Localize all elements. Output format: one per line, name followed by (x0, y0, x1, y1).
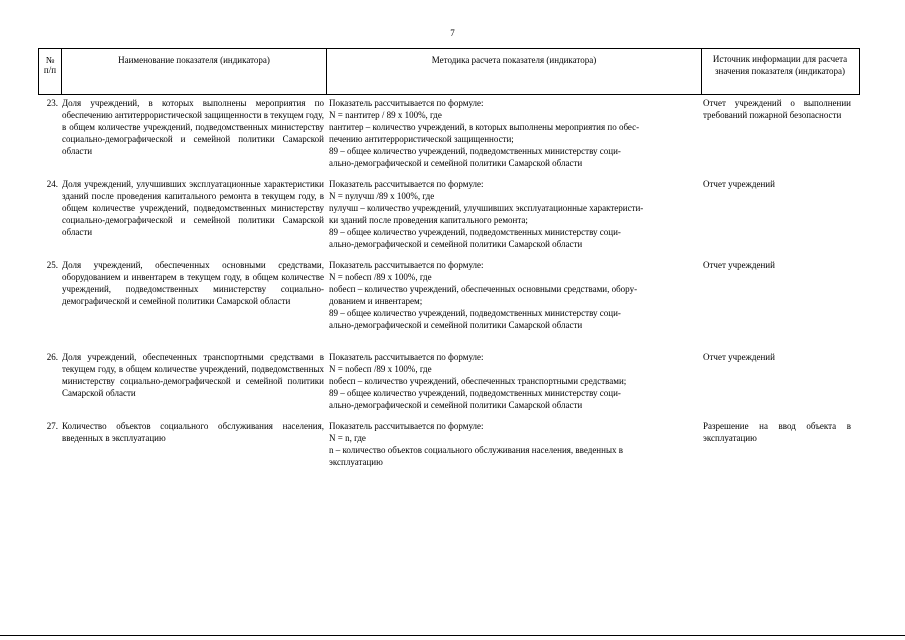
method-line: ально-демографической и семейной политики Самарской области (329, 400, 583, 410)
page-number: 7 (450, 28, 455, 38)
col-divider-3 (701, 48, 702, 95)
info-source: Отчет учреждений (703, 260, 775, 270)
method-line: ально-демографической и семейной политики Самарской области (329, 158, 583, 168)
method-line: ально-демографической и семейной политики Самарской области (329, 320, 583, 330)
method-line: N = nобесп /89 x 100%, где (329, 272, 432, 282)
calculation-method (329, 351, 697, 411)
method-line: nобесп – количество учреждений, обеспеченных основными средствами, обору- (329, 284, 638, 294)
indicator-name: Доля учреждений, обеспеченных основными средствами, оборудованием и инвентарем в текущем году, в общем количестве учреждений, подведомственных министерству социально-демографической и семейной политики Самарской области (62, 260, 324, 306)
info-source: Отчет учреждений о выполнении требований пожарной безопасности (703, 98, 851, 120)
indicator-name: Доля учреждений, улучшивших эксплуатационные характеристики зданий после проведения капитального ремонта в текущем году, в общем количестве учреждений, подведомственных министерству социально-демографической и семейной политики Самарской области (62, 179, 324, 237)
method-line: N = nулучш /89 x 100%, где (329, 191, 435, 201)
row-number: 24. (46, 179, 58, 189)
calculation-method (329, 178, 697, 250)
method-line: дованием и инвентарем; (329, 296, 423, 306)
method-line: ки зданий после проведения капитального ремонта; (329, 215, 528, 225)
method-line: 89 – общее количество учреждений, подведомственных министерству соци- (329, 146, 621, 156)
method-line: nобесп – количество учреждений, обеспеченных транспортными средствами; (329, 376, 627, 386)
table-left-border (38, 48, 39, 95)
method-line: ально-демографической и семейной политики Самарской области (329, 239, 583, 249)
row-number: 27. (46, 421, 58, 431)
row-number: 23. (46, 98, 58, 108)
indicator-name: Количество объектов социального обслуживания населения, введенных в эксплуатацию (62, 421, 324, 443)
indicator-name: Доля учреждений, в которых выполнены мероприятия по обеспечению антитеррористической защищенности в текущем году, в общем количестве учреждений, подведомственных министерству социально-демографической и семейной политики Самарской области (62, 98, 324, 156)
header-num: № п/п (43, 55, 57, 75)
page-bottom-rule (0, 635, 905, 636)
row-number: 25. (46, 260, 58, 270)
calculation-method (329, 259, 697, 331)
method-line: Показатель рассчитывается по формуле: (329, 98, 484, 108)
method-line: эксплуатацию (329, 457, 383, 467)
calculation-method (329, 97, 697, 169)
method-line: Показатель рассчитывается по формуле: (329, 421, 484, 431)
method-line: 89 – общее количество учреждений, подведомственных министерству соци- (329, 388, 621, 398)
row-number: 26. (46, 352, 58, 362)
col-divider-2 (326, 48, 327, 95)
calculation-method (329, 420, 697, 468)
indicator-name: Доля учреждений, обеспеченных транспортными средствами в текущем году, в общем количестве учреждений, подведомственных министерству социально-демографической и семейной политики Самарской области (62, 352, 324, 398)
method-line: nулучш – количество учреждений, улучшивших эксплуатационные характеристи- (329, 203, 644, 213)
method-line: N = nобесп /89 x 100%, где (329, 364, 432, 374)
method-line: N = n, где (329, 433, 366, 443)
info-source: Отчет учреждений (703, 179, 775, 189)
method-line: n – количество объектов социального обслуживания населения, введенных в (329, 445, 623, 455)
header-bottom-border (38, 94, 860, 95)
info-source: Разрешение на ввод объекта в эксплуатацию (703, 421, 851, 443)
header-method: Методика расчета показателя (индикатора) (431, 55, 597, 65)
method-line: Показатель рассчитывается по формуле: (329, 260, 484, 270)
method-line: N = nантитер / 89 x 100%, где (329, 110, 442, 120)
method-line: nантитер – количество учреждений, в которых выполнены мероприятия по обес- (329, 122, 640, 132)
method-line: Показатель рассчитывается по формуле: (329, 352, 484, 362)
table-right-border (859, 48, 860, 95)
header-name: Наименование показателя (индикатора) (118, 55, 270, 65)
method-line: 89 – общее количество учреждений, подведомственных министерству соци- (329, 308, 621, 318)
method-line: 89 – общее количество учреждений, подведомственных министерству соци- (329, 227, 621, 237)
method-line: печению антитеррористической защищенности; (329, 134, 514, 144)
header-source: Источник информации для расчета значения показателя (индикатора) (712, 54, 848, 76)
method-line: Показатель рассчитывается по формуле: (329, 179, 484, 189)
col-divider-1 (61, 48, 62, 95)
info-source: Отчет учреждений (703, 352, 775, 362)
table-top-border (38, 48, 860, 49)
